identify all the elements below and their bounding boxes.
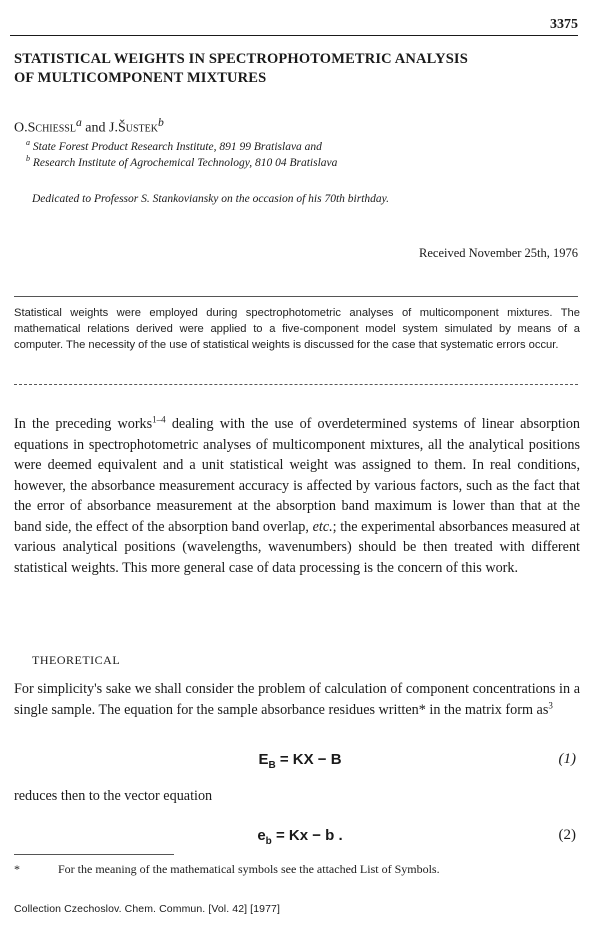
affiliation-a-text: State Forest Product Research Institute, 891 99 Bratislava and	[32, 140, 322, 153]
section-heading: THEORETICAL	[32, 653, 121, 667]
affiliation-b-text: Research Institute of Agrochemical Technology, 810 04 Bratislava	[32, 156, 338, 169]
abstract-rule-top	[14, 296, 578, 297]
page-number: 3375	[550, 17, 578, 32]
eq2-rhs: = Kx − b .	[275, 827, 343, 844]
journal-citation: Collection Czechoslov. Chem. Commun. [Vol. 42] [1977]	[14, 903, 280, 915]
theoretical-text-1: For simplicity's sake we shall consider the problem of calculation of component concentrations in a single sample. The equation for the sample absorbance residues written	[14, 681, 580, 718]
equation-1	[0, 751, 600, 771]
author-2: J.Šustek	[109, 120, 158, 136]
article-title	[14, 50, 574, 88]
eq2-lhs-sub: b	[265, 836, 272, 847]
equation-2	[0, 827, 600, 847]
title-line-2: OF MULTICOMPONENT MIXTURES	[14, 70, 267, 86]
abstract: Statistical weights were employed during spectrophotometric analyses of multicomponent mixtures. The mathematical relations derived were applied to a five-component model system simulated by means of a computer. The necessity of the use of statistical weights is discussed for the case that systematic errors occur.	[14, 307, 580, 352]
eq1-lhs: E	[258, 751, 269, 768]
eq2-lhs: e	[257, 827, 266, 844]
eq1-rhs: = KX − B	[279, 751, 342, 768]
author-line	[14, 116, 164, 137]
intro-paragraph	[14, 414, 580, 578]
affiliation-b	[26, 154, 337, 169]
theoretical-text-2: in the matrix form as	[429, 701, 549, 718]
intro-reference: 1–4	[152, 414, 166, 425]
footnote-text: For the meaning of the mathematical symbols see the attached List of Symbols.	[58, 862, 440, 876]
header-rule	[10, 35, 578, 36]
footnote	[14, 862, 440, 877]
intro-text-middle: dealing with the use of overdetermined systems of linear absorption equations in spectrophotometric analyses of multicomponent mixtures, all the analytical positions were deemed equivalent and a unit statistical weight was assigned to them. In real conditions, however, the absorbance measurement accuracy is affected by various factors, such as the fact that the error of absorbance measurement at the absorption band maximum is lower than that at the band side, the effect of the absorption band overlap,	[14, 416, 581, 535]
author-1: O.Schiessl	[14, 120, 76, 136]
dedication: Dedicated to Professor S. Stankoviansky on the occasion of his 70th birthday.	[32, 193, 389, 205]
author-2-mark: b	[157, 116, 164, 129]
footnote-mark: *	[14, 862, 20, 876]
title-line-1: STATISTICAL WEIGHTS IN SPECTROPHOTOMETRIC ANALYSIS	[14, 51, 468, 67]
intro-text-start: In the preceding works	[14, 416, 153, 432]
affiliation-a	[26, 138, 322, 153]
footnote-marker: *	[418, 701, 426, 718]
received-date: Received November 25th, 1976	[419, 246, 578, 260]
footnote-rule	[14, 854, 174, 855]
theoretical-reference: 3	[548, 699, 553, 710]
equation-2-number: (2)	[558, 827, 576, 843]
equation-1-number: (1)	[558, 751, 576, 767]
author-1-mark: a	[75, 116, 82, 129]
intro-text-end: ; the experimental absorbances measured at various analytical positions (wavelengths, wavenumbers) should be then treated with different statistical weights. This more general case of data processing is the concern of this work.	[14, 518, 580, 576]
theoretical-paragraph	[14, 679, 580, 720]
reduces-text: reduces then to the vector equation	[14, 788, 213, 804]
affiliation-a-mark: a	[26, 138, 30, 147]
abstract-rule-bottom	[14, 384, 578, 385]
eq1-lhs-sub: B	[268, 760, 276, 771]
intro-etc: etc.	[312, 518, 333, 535]
author-conjunction: and	[85, 120, 106, 136]
affiliation-b-mark: b	[26, 154, 30, 163]
